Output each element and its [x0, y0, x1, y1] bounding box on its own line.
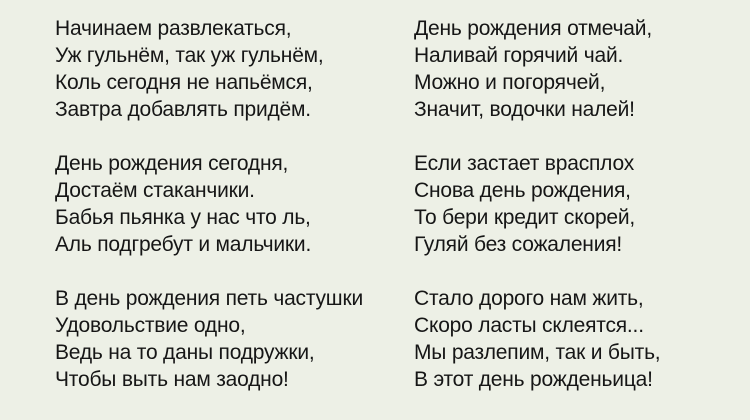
- poem-line: Гуляй без сожаления!: [414, 233, 623, 256]
- stanza-right-3: [414, 285, 660, 393]
- stanza-left-2: [55, 150, 363, 258]
- stanza-right-1: [414, 15, 660, 123]
- poem-column-left: [55, 15, 363, 420]
- poem-line: Стало дорого нам жить,: [414, 287, 644, 310]
- poem-line: Чтобы выть нам заодно!: [55, 368, 289, 391]
- poem-line: То бери кредит скорей,: [414, 206, 636, 229]
- poem-line: Достаём стаканчики.: [55, 179, 255, 202]
- poem-line: Если застает врасплох: [414, 152, 635, 175]
- poem-column-right: [414, 15, 660, 420]
- poem-line: Можно и погорячей,: [414, 71, 606, 94]
- poem-line: Снова день рождения,: [414, 179, 631, 202]
- poem-line: Завтра добавлять придём.: [55, 98, 311, 121]
- stanza-left-1: [55, 15, 363, 123]
- poem-line: Скоро ласты склеятся...: [414, 314, 644, 337]
- poem-line: В день рождения петь частушки: [55, 287, 363, 310]
- poem-line: День рождения сегодня,: [55, 152, 289, 175]
- stanza-left-3: [55, 285, 363, 393]
- poem-line: Бабья пьянка у нас что ль,: [55, 206, 311, 229]
- poem-line: Ведь на то даны подружки,: [55, 341, 315, 364]
- poem-line: Мы разлепим, так и быть,: [414, 341, 661, 364]
- poem-line: В этот день рожденьица!: [414, 368, 653, 391]
- poem-line: Наливай горячий чай.: [414, 44, 624, 67]
- poem-line: Аль подгребут и мальчики.: [55, 233, 312, 256]
- poem-line: День рождения отмечай,: [414, 17, 652, 40]
- poem-line: Коль сегодня не напьёмся,: [55, 71, 313, 94]
- poem-line: Удовольствие одно,: [55, 314, 246, 337]
- poem-line: Значит, водочки налей!: [414, 98, 635, 121]
- stanza-right-2: [414, 150, 660, 258]
- poem-line: Уж гульнём, так уж гульнём,: [55, 44, 324, 67]
- poem-line: Начинаем развлекаться,: [55, 17, 292, 40]
